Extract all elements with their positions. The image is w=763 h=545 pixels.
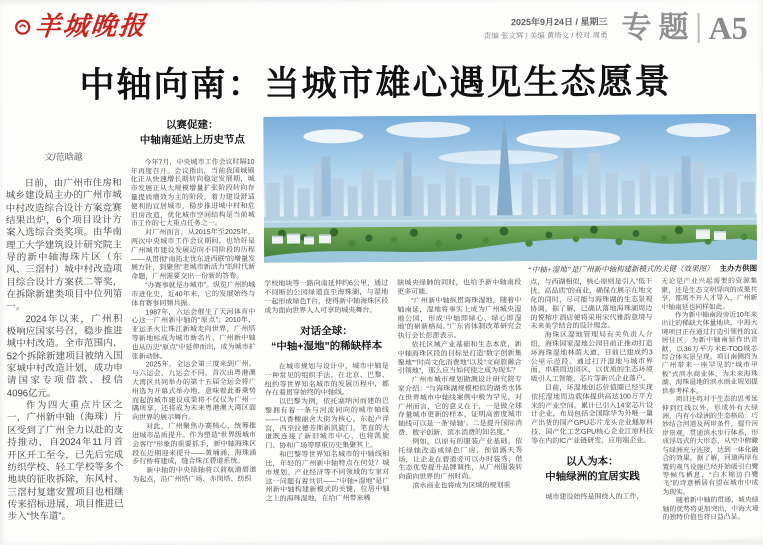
section-title-line: “中轴+湿地”的稀缺样本 — [265, 339, 389, 355]
section-title-2 — [264, 323, 388, 354]
article-body — [0, 114, 763, 545]
photo-figure — [263, 114, 757, 276]
paragraph: 作为新中轴南段旁近10年来出让的稀缺大体量地块，中海大境项目正在通过打造引领性的宜居住区，为新中轴南延作出贡献，以36万平方米E-TOD城芯综合体实景呈现。项目南侧将为广州带来一座罕见的“城市甲板”式滨水商业体，为未来海珠湖、海珠湿地的滨水商业规划提供参考样本。 — [661, 312, 758, 397]
paragraph: 滨水商业也将成为区域的规划重 — [398, 482, 522, 492]
section-title-3 — [531, 454, 653, 485]
section-title-line: 对话全球： — [264, 323, 388, 339]
photo-caption — [264, 264, 757, 276]
paper-emblem-icon — [15, 19, 31, 35]
masthead — [0, 0, 762, 48]
column-intro — [5, 118, 124, 545]
paragraph: 在城市规划与设计中，城市中轴是一种常见的组织手法。在北京、巴黎、纽约等世界知名城市的发展历程中，都存在着贯穿始终的中轴线。 — [265, 363, 389, 399]
column-6-paragraphs — [661, 312, 758, 523]
paragraph: 日前，由广州市住房和城乡建设局主办的广州市城中村改造综合设计方案竞赛结果出炉，6个项目设计方案入选综合类奖项。由华南理工大学建筑设计研究院主导的新中轴海珠片区（东风、三滘村）城中村改造项目综合设计方案获二等奖，在拆除新建类项目中位列第一。 — [6, 178, 123, 314]
photo-caption-text: “中轴+湿地”是广州新中轴构建新模式的关键（效果图） — [528, 264, 714, 274]
section-3-paragraphs — [532, 493, 654, 503]
page-number: A5 — [708, 12, 747, 44]
paper-name: 羊城晚报 — [33, 13, 148, 40]
column-4-paragraphs — [397, 297, 522, 492]
paragraph: 海珠区湿地管理局有关负责人介绍，海珠国家湿地公园目前正推动打造环海珠湿地林荫大道，目前已建成约3公里示范段。通过打开湿地与城市界面，串联周边园区，以优质的生态环境吸引人工智能、芯片等新兴企业落户。 — [531, 331, 653, 385]
paragraph: “办赛事就是办城市”。纵览广州的城市进化史，近40年来，它的发展始终与体育赛事同频共振。 — [131, 282, 255, 309]
section-1-paragraphs — [130, 158, 256, 485]
paragraph: 以巴黎为例，依托塞纳河而建的巴黎拥有着一条与河流同向的城市轴线——以香榭丽舍大街为核心，东起卢浮宫，西至拉德芳斯新凯旋门，笔直的大道既连接了新旧城市中心，也将凯旋门、协和广场等厚重历史集聚其上。 — [265, 398, 389, 452]
paragraph: 作为四大重点片区之一，广州新中轴（海珠）片区受到了广州全力以赴的支持推动，自2024年11月首开区开工至今，已先后完成纺织学校、轻工学校等多个地块的征收拆除，东风村、三滘村复建安置项目也相继传来招标进展，项目推进已步入“快车道”。 — [7, 400, 124, 524]
paragraph: 新中轴的中央绿轴将以前航道碧道为起点，沿广州塔广场、赤岗塔、纺织 — [132, 467, 256, 485]
column-6 — [661, 278, 759, 541]
column-3 — [264, 280, 390, 543]
paragraph: 广州市城市规划勘测设计研究院专家介绍：“与海珠湖规模相似的湖类水体在世界城市中轴线案例中极为罕见，对广州而言，它的意义在于，一是做全球存量城市更新的样本，证明高密度城市轴线可以是一条‘绿轴’；二是提升国际消费、数字创新、滨水消费的知名度。” — [398, 376, 522, 438]
paragraph: 缺城央绿肺的同时，也给予新中轴南段更多可能。 — [397, 279, 521, 297]
section-2-paragraphs — [265, 363, 390, 505]
column-4 — [397, 279, 523, 542]
paragraph: 学校地块等一路向南延伸约6公里，通过不间断的公园绿道直至海珠湖，与湿地一起形成绿色T台，使得新中轴海珠区段成为面向世界人人可享的城央舞台。 — [264, 280, 388, 316]
column-2 — [130, 117, 257, 544]
photo-credit: 主办方供图 — [720, 264, 758, 273]
section-title-line: 以赛促建： — [130, 118, 254, 134]
section-title-line: 以人为本： — [531, 454, 653, 470]
column-5 — [530, 279, 654, 542]
editors-line: 责编 张文辉 / 美编 黄绮文 / 校对 周勇 — [484, 30, 608, 42]
headline: 中轴向南：当城市雄心遇见生态愿景 — [29, 62, 722, 106]
intro-paragraphs — [6, 178, 124, 524]
date-line: 2025年9月24日 / 星期三 — [484, 16, 608, 31]
paragraph: “广州新中轴纵贯海珠湿地，随着中轴南延，湿地将事实上成为广州城央湿地公园，形成‘中轴即绿心、绿心即湿地’的崭新格局。”广东省体制改革研究会执行会长彭澎表示。 — [397, 297, 521, 342]
masthead-meta — [484, 16, 608, 42]
paragraph: 目前，环湿地创芯价值圈已经实现依托湿地周边载体提供高达100万平方米的产业空间。累计已引入14家芯片设计企业，布局包括全国除华为外唯一量产出货的国产GPU芯片龙头企业燧原科技、国产化工艺GPU核心企业江原科技等在内的IC产业链研发、应用端企业。 — [531, 384, 653, 446]
paper-logo — [15, 13, 147, 40]
paragraph: 点，与西湖相似，核心原则是引入“低干扰、高品质”的商业，确保在展示在地文化的同时，尽可能与海珠湖的生态景观协调。据了解，已确认落地海珠湖周边的悦榕庄酒店便将采用宋代雅韵意境与未来美学结合的设计理念。 — [530, 279, 652, 333]
paragraph: 对广州而言，从2015年至2025年，两次中央城市工作会议期间，也恰好是广州城市建设发展迈向不同阶段的历程——从贯彻“南拓北优东进西联”的增量发展方针，到聚焦“老城市新活力”的时代新命题，广州需要交出一份新的答卷。 — [131, 229, 255, 283]
paragraph: 随着新中轴的贯通，城央绿轴的优势将更加突出，中海大境的独特价值也将日益凸显。 — [663, 497, 759, 523]
section-title-line: 中轴绿洲的宜居实践 — [531, 469, 653, 485]
paragraph: 2024年以来，广州积极响应国家号召，稳步推进城中村改造。全市范围内，52个拆除新建项目被纳入国家城中村改造计划，成功申请国家专项借款、授信4096亿元。 — [6, 313, 123, 400]
paragraph: 今年7月，中央城市工作会议时隔10年再度召开。会议指出，当前我国城镇化正从快速增长期转向稳定发展期，城市发展正从大规模增量扩张阶段转向存量提质增效为主的阶段。着力建设舒适便利的宜居城市，稳步推进城中村和危旧房改造，优化城市空间结构是当前城市工作的七大重点任务之一。 — [130, 158, 254, 229]
paragraph: 1987年，六运会催生了天河体育中心这一广州新中轴的“原点”；2010年，亚运圣火让珠江新城走向世界，广州塔等新地标成为城市新名片，广州新中轴也从历史“原点”中延伸而出，成为城市扩张新动脉。 — [131, 308, 255, 362]
byline: 文/范晗越 — [5, 152, 121, 164]
paragraph: 和巴黎等世界知名城市的中轴线相比，年轻的广州新中轴特点在何处？城市规划、产业经济等不同领域的专家对这一问题有着共识——“中轴+湿地”是广州新中轴构建新模式的关键，位居中轴之上的海珠湿地，在给广州带来稀 — [265, 451, 389, 505]
paragraph: 依托区域产业基础和生态本底，新中轴海珠区段的目标是打造“数字创新集聚地”“时尚文化消费地”以及“文商旅融合引领地”，那么应当如何使之成为现实？ — [398, 341, 522, 377]
section-label: 专题 — [621, 13, 695, 43]
column-5-paragraphs — [531, 331, 654, 446]
paragraph: 城市建设始终是围绕人的工作， — [532, 493, 654, 503]
section-title-line: 中轴南延站上历史节点 — [130, 133, 254, 149]
paragraph: 2025年，全运会第三度来到广州。与六运会、九运会不同，首次由粤港澳大湾区共同举办的第十五届全运会将广州选为开幕式举办地，意味着此番乘势而起的城市建设成果将不仅仅为广州一隅所享，还将成为未来粤港澳大湾区面向世界的展示舞台。 — [132, 361, 256, 423]
masthead-right — [484, 12, 748, 46]
city-rendering-image — [263, 114, 757, 263]
masthead-divider — [697, 13, 699, 43]
paragraph: 项目还将对于生态的思考延伸到红线以外，形成外有大绿洲、内有小绿洲的生态格局：巧妙结合河道及两岸条件，提升河岸景观，贯通滨水步行体系，形成浮岛式的大形态，从空中俯瞰与绿洲充分连接，达到一体化融合的效果。据了解，河道两岸布置的观鸟设施已经开始吸引白鹭等候鸟栖息，“白木棉边白鹭飞”的诗意栖居有望在城市中成为现实。 — [662, 396, 759, 498]
paragraph: 例如，以原有的服装产业基础，依托绿轴改造成绿色厂房，预留露天秀场，让企业在碧道旁可以办时装秀，借生态优势提升品牌调性，从广州服装转向面向世界的广州时尚。 — [398, 438, 522, 483]
section-title-1 — [130, 118, 254, 149]
paragraph: 对此，广州聚焦办赛核心，统筹推进城市品质提升。作为塑造“世界级城市会客厅”形象的重要抓手，新中轴海珠区段在近期迎来提升——黄埔涌、海珠涌步行桥将建成，缝合珠江碧道系统。 — [132, 423, 256, 468]
paragraph: 无论是产业兴起需要的资源集聚，还是生态文明导向的成果共享，都离不开人才导入，广州新中轴南延也同样如此。 — [661, 278, 757, 312]
